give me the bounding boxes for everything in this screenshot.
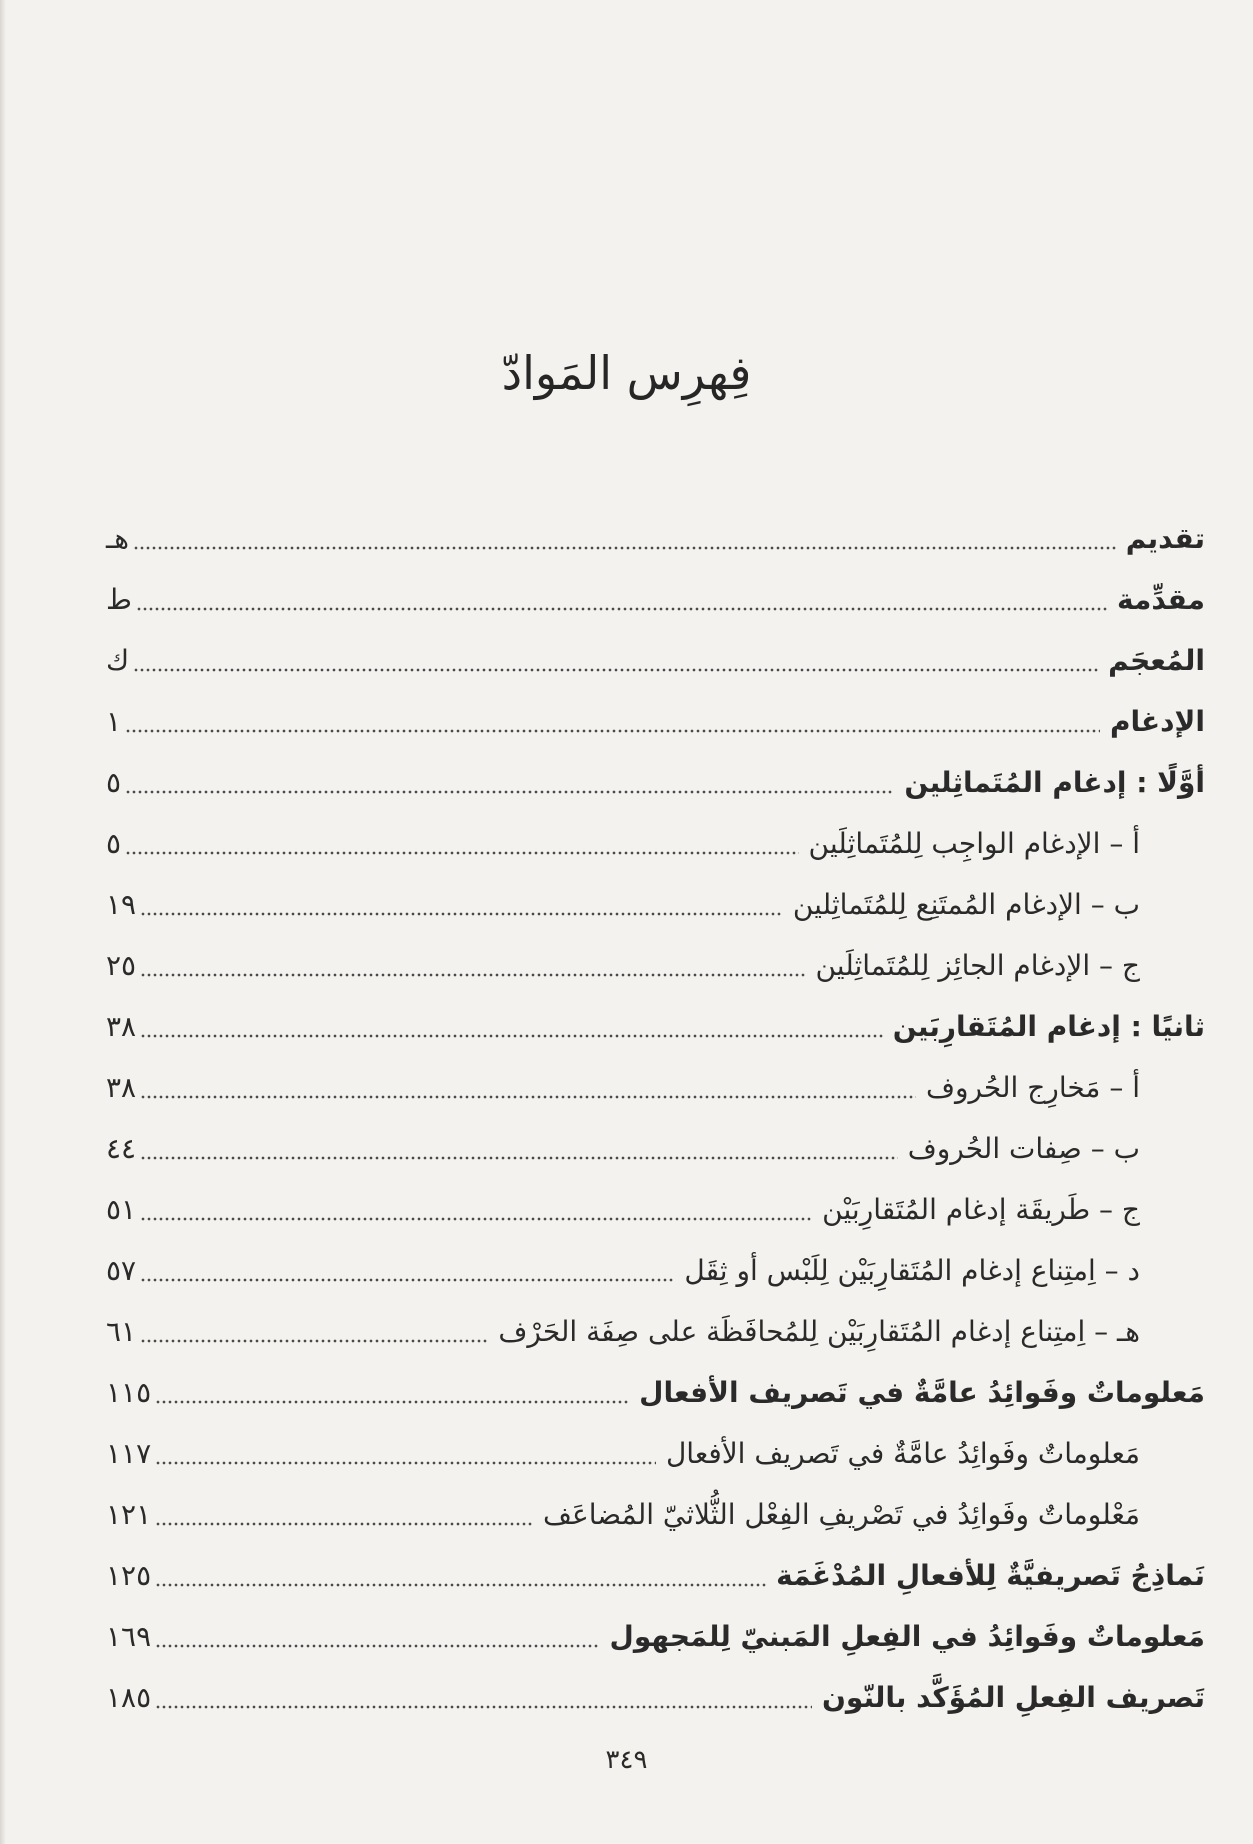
page-number: ٣٤٩ bbox=[605, 1745, 648, 1775]
toc-entry bbox=[106, 1545, 1205, 1606]
dot-leader bbox=[155, 1705, 812, 1709]
dot-leader bbox=[140, 973, 805, 977]
toc-entry-title: د – اِمتِناع إدغام المُتَقارِبَيْن لِلَبْس أو ثِقَل bbox=[684, 1254, 1140, 1287]
toc-entry-title: ج – الإدغام الجائِز لِلمُتَماثِلَين bbox=[815, 949, 1140, 982]
dot-leader bbox=[125, 851, 799, 855]
toc-entry-title: ج – طَريقَة إدغام المُتَقارِبَيْن bbox=[822, 1193, 1140, 1226]
toc-entry-page-number: ١١٧ bbox=[106, 1437, 152, 1470]
toc-entry-page-number: ٤٤ bbox=[106, 1132, 137, 1165]
toc-entry bbox=[106, 752, 1205, 813]
dot-leader bbox=[133, 546, 1116, 550]
toc-entry-page-number: ك bbox=[106, 644, 130, 677]
toc-entry-page-number: هـ bbox=[106, 522, 129, 555]
dot-leader bbox=[125, 729, 1100, 733]
toc-entry-page-number: ٥١ bbox=[106, 1193, 137, 1226]
toc-entry bbox=[106, 874, 1205, 935]
toc-entry-title: مَعلوماتٌ وفَوائِدُ في الفِعلِ المَبنيّ لِلمَجهول bbox=[609, 1620, 1205, 1653]
toc-entry-page-number: ٥ bbox=[106, 766, 122, 799]
dot-leader bbox=[140, 1339, 488, 1343]
toc-entry bbox=[106, 813, 1205, 874]
toc-entry bbox=[106, 508, 1205, 569]
dot-leader bbox=[140, 1034, 883, 1038]
toc-entry-title: مَعلوماتٌ وفَوائِدُ عامَّةٌ في تَصريف الأفعال bbox=[639, 1376, 1205, 1409]
toc-entry-title: مقدِّمة bbox=[1117, 583, 1205, 616]
page-title: فِهرِس المَوادّ bbox=[501, 346, 752, 400]
toc-entry-title: تَصريف الفِعلِ المُؤَكَّد بالنّون bbox=[821, 1681, 1205, 1714]
toc-entry-page-number: ٢٥ bbox=[106, 949, 137, 982]
toc-entry-page-number: ط bbox=[106, 583, 132, 616]
toc-entry bbox=[106, 1179, 1205, 1240]
toc-entry bbox=[106, 996, 1205, 1057]
toc-entry bbox=[106, 1301, 1205, 1362]
dot-leader bbox=[140, 1156, 898, 1160]
toc-entry-title: أ – مَخارِج الحُروف bbox=[925, 1071, 1140, 1104]
toc-entry bbox=[106, 1118, 1205, 1179]
toc-entry bbox=[106, 1484, 1205, 1545]
toc-entry bbox=[106, 569, 1205, 630]
toc-entry-title: مَعلوماتٌ وفَوائِدُ عامَّةٌ في تَصريف الأفعال bbox=[665, 1437, 1140, 1470]
toc-entry bbox=[106, 1362, 1205, 1423]
toc-entry-title: تقديم bbox=[1125, 522, 1205, 555]
toc-entry-page-number: ١ bbox=[106, 705, 122, 738]
dot-leader bbox=[155, 1400, 629, 1404]
dot-leader bbox=[140, 1278, 674, 1282]
toc-entry-title: مَعْلوماتٌ وفَوائِدُ في تَصْريفِ الفِعْل الثُّلاثيّ المُضاعَف bbox=[543, 1498, 1140, 1531]
toc-entry-title: أ – الإدغام الواجِب لِلمُتَماثِلَين bbox=[808, 827, 1140, 860]
toc-entry-page-number: ١١٥ bbox=[106, 1376, 152, 1409]
toc-entry-title: نَماذِجُ تَصريفيَّةٌ لِلأفعالِ المُدْغَمَة bbox=[776, 1559, 1205, 1592]
toc-entry bbox=[106, 1423, 1205, 1484]
toc-entry-page-number: ١٩ bbox=[106, 888, 137, 921]
dot-leader bbox=[140, 912, 783, 916]
toc-entry-title: الإدغام bbox=[1110, 705, 1205, 738]
toc-entry bbox=[106, 1667, 1205, 1728]
dot-leader bbox=[133, 668, 1098, 672]
dot-leader bbox=[155, 1522, 533, 1526]
toc-entry bbox=[106, 1606, 1205, 1667]
toc-entry-title: ب – صِفات الحُروف bbox=[907, 1132, 1140, 1165]
toc-entry-page-number: ١٦٩ bbox=[106, 1620, 152, 1653]
toc-entry bbox=[106, 1240, 1205, 1301]
table-of-contents bbox=[106, 508, 1205, 1728]
toc-entry-title: ب – الإدغام المُمتَنِع لِلمُتَماثِلين bbox=[792, 888, 1140, 921]
dot-leader bbox=[140, 1217, 812, 1221]
dot-leader bbox=[140, 1095, 916, 1099]
toc-entry-page-number: ١٨٥ bbox=[106, 1681, 152, 1714]
toc-entry-title: أوَّلًا : إدغام المُتَماثِلين bbox=[904, 766, 1205, 799]
dot-leader bbox=[125, 790, 894, 794]
toc-entry bbox=[106, 1057, 1205, 1118]
toc-entry-title: هـ – اِمتِناع إدغام المُتَقارِبَيْن لِلمُحافَظَة على صِفَة الحَرْف bbox=[498, 1315, 1140, 1348]
toc-entry-page-number: ٦١ bbox=[106, 1315, 137, 1348]
dot-leader bbox=[155, 1583, 766, 1587]
dot-leader bbox=[155, 1644, 599, 1648]
toc-entry bbox=[106, 935, 1205, 996]
toc-entry-page-number: ٥٧ bbox=[106, 1254, 137, 1287]
toc-entry-page-number: ١٢١ bbox=[106, 1498, 152, 1531]
toc-entry-page-number: ٣٨ bbox=[106, 1071, 137, 1104]
paper-edge-shadow bbox=[0, 0, 6, 1844]
toc-entry bbox=[106, 691, 1205, 752]
toc-entry-page-number: ٣٨ bbox=[106, 1010, 137, 1043]
toc-entry-title: المُعجَم bbox=[1108, 644, 1205, 677]
toc-entry bbox=[106, 630, 1205, 691]
toc-entry-page-number: ٥ bbox=[106, 827, 122, 860]
dot-leader bbox=[155, 1461, 656, 1465]
toc-entry-page-number: ١٢٥ bbox=[106, 1559, 152, 1592]
dot-leader bbox=[136, 607, 1107, 611]
toc-entry-title: ثانيًا : إدغام المُتَقارِبَين bbox=[892, 1010, 1205, 1043]
